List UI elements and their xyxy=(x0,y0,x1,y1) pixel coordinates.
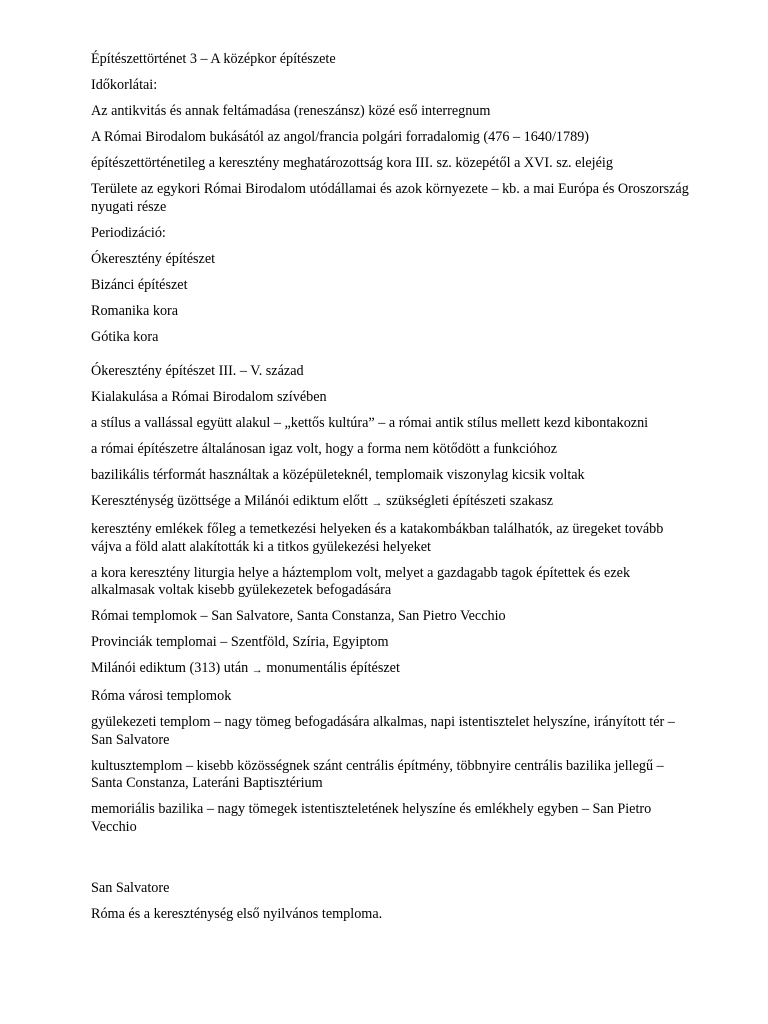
arrow-line-after: szükségleti építészeti szakasz xyxy=(386,493,554,509)
paragraph: a stílus a vallással együtt alakul – „kettős kultúra” – a római antik stílus mellett kezd kibontakozni xyxy=(91,415,649,431)
paragraph: Római templomok – San Salvatore, Santa Constanza, San Pietro Vecchio xyxy=(91,608,506,624)
document-title: Építészettörténet 3 – A középkor építészete xyxy=(91,51,336,67)
paragraph: Kialakulása a Római Birodalom szívében xyxy=(91,389,327,405)
arrow-line-before: Milánói ediktum (313) után xyxy=(91,660,249,676)
paragraph: gyülekezeti templom – nagy tömeg befogadására alkalmas, napi istentisztelet helyszíne, irányított tér – San Salvatore xyxy=(91,714,675,748)
paragraph: bazilikális térformát használtak a középületeknél, templomaik viszonylag kicsik voltak xyxy=(91,467,585,483)
right-arrow-icon: → xyxy=(251,664,263,676)
arrow-line-after: monumentális építészet xyxy=(266,660,400,676)
document-body xyxy=(91,51,691,932)
section-heading-early-christian: Ókeresztény építészet III. – V. század xyxy=(91,363,304,379)
section-heading-san-salvatore: San Salvatore xyxy=(91,880,170,896)
paragraph: Róma városi templomok xyxy=(91,688,232,704)
paragraph: Róma és a kereszténység első nyilvános temploma. xyxy=(91,906,383,922)
paragraph: Az antikvitás és annak feltámadása (reneszánsz) közé eső interregnum xyxy=(91,103,491,119)
arrow-line-before: Kereszténység üzöttsége a Milánói ediktum előtt xyxy=(91,493,368,509)
period-item: Gótika kora xyxy=(91,328,159,345)
paragraph: a kora keresztény liturgia helye a háztemplom volt, melyet a gazdagabb tagok építettek és ezek alkalmasak voltak kisebb gyülekezetek befogadására xyxy=(91,564,631,598)
paragraph: kultusztemplom – kisebb közösségnek szánt centrális építmény, többnyire centrális bazilika jellegű – Santa Constanza, Lateráni Baptisztérium xyxy=(91,757,664,791)
section-label-time-limits: Időkorlátai: xyxy=(91,77,158,93)
paragraph: Területe az egykori Római Birodalom utódállamai és azok környezete – kb. a mai Európa és Oroszország nyugati része xyxy=(91,181,689,215)
paragraph-with-arrow xyxy=(91,660,691,680)
paragraph-with-arrow xyxy=(91,493,691,513)
paragraph: a római építészetre általánosan igaz volt, hogy a forma nem kötődött a funkcióhoz xyxy=(91,441,558,457)
paragraph: építészettörténetileg a keresztény meghatározottság kora III. sz. közepétől a XVI. sz. elejéig xyxy=(91,155,613,171)
section-label-periodization: Periodizáció: xyxy=(91,224,166,241)
paragraph: keresztény emlékek főleg a temetkezési helyeken és a katakombákban találhatók, az üregeket tovább vájva a föld alatt alakították ki a titkos gyülekezési helyeket xyxy=(91,521,664,555)
period-item: Bizánci építészet xyxy=(91,276,188,293)
paragraph: Provinciák templomai – Szentföld, Szíria, Egyiptom xyxy=(91,634,389,650)
paragraph: memoriális bazilika – nagy tömegek istentiszteletének helyszíne és emlékhely egyben – San Pietro Vecchio xyxy=(91,801,652,835)
paragraph: A Római Birodalom bukásától az angol/francia polgári forradalomig (476 – 1640/1789) xyxy=(91,129,590,145)
right-arrow-icon: → xyxy=(371,497,383,509)
period-item: Romanika kora xyxy=(91,302,179,319)
period-item: Ókeresztény építészet xyxy=(91,250,216,267)
